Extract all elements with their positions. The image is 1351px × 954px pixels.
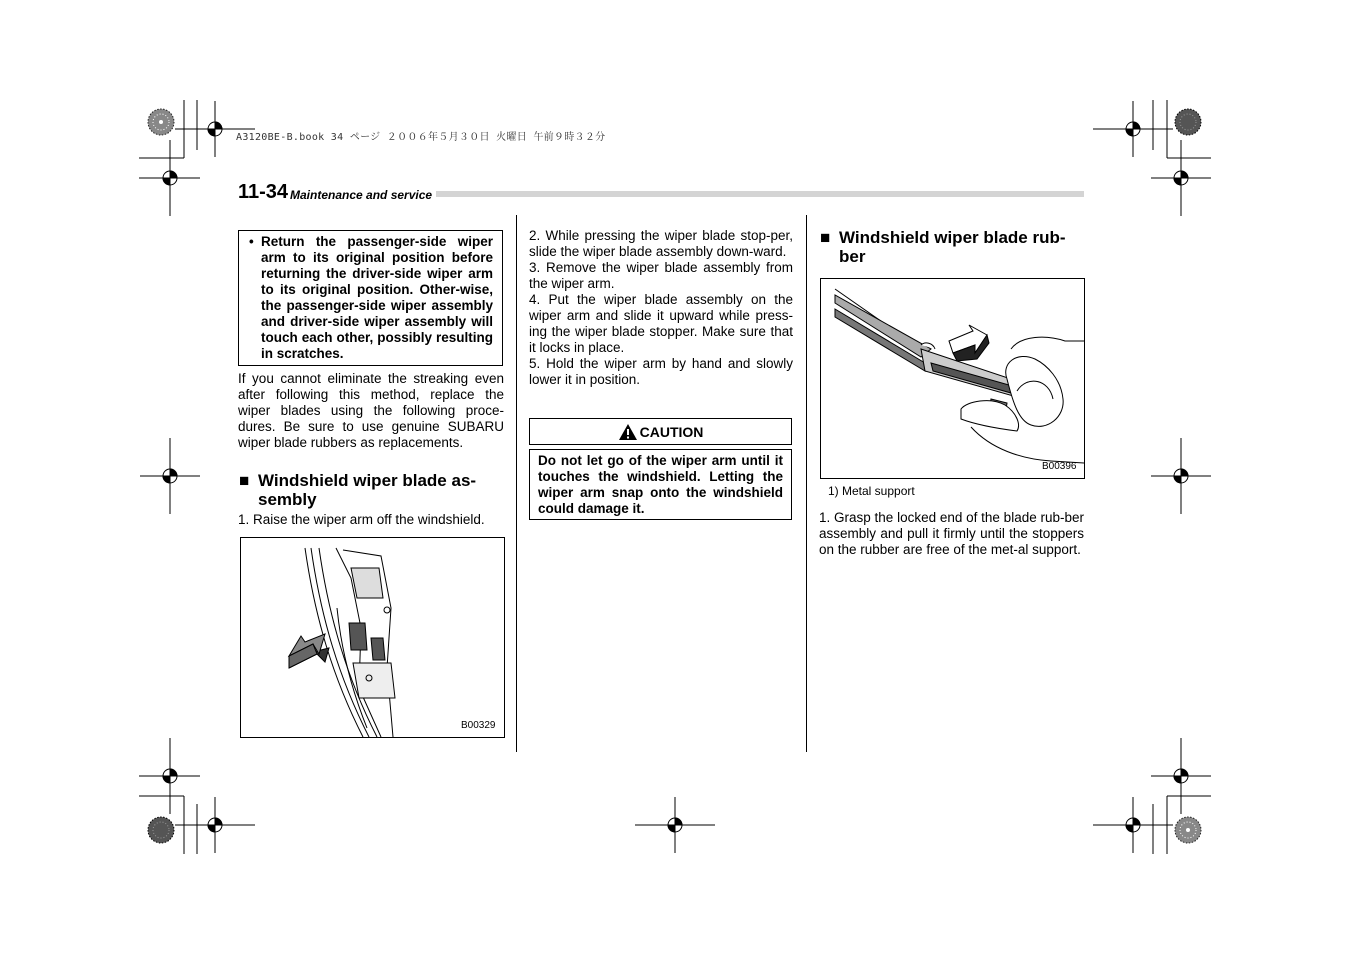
heading-blade-rubber (820, 228, 1086, 268)
figure-code: B00329 (461, 720, 496, 731)
col2-step-5: 5. Hold the wiper arm by hand and slowly lower it in position. (529, 356, 793, 387)
column-divider-2 (806, 215, 807, 752)
col2-step-2: 2. While pressing the wiper blade stop-per, slide the wiper blade assembly down-ward. (529, 228, 793, 259)
bullet-note-box (238, 230, 503, 366)
heading-text: Windshield wiper blade rub- ber (839, 228, 1066, 266)
page-number: 11-34 (238, 180, 292, 204)
heading-text: Windshield wiper blade as- sembly (258, 471, 477, 509)
caution-label: CAUTION (639, 423, 704, 440)
col2-step-3: 3. Remove the wiper blade assembly from the wiper arm. (529, 260, 793, 291)
section-title: Maintenance and service (290, 187, 436, 203)
col3-step-1: 1. Grasp the locked end of the blade rub-ber assembly and pull it firmly until the stoppers on the rubber are free of the met-al support. (819, 510, 1084, 557)
heading-marker: ■ (239, 471, 250, 490)
figure-blade-rubber (820, 278, 1085, 479)
figure-caption: 1) Metal support (828, 484, 915, 498)
col2-step-4: 4. Put the wiper blade assembly on the wiper arm and slide it upward while press-ing the wiper blade stopper. Make sure that it locks in place. (529, 292, 793, 355)
wiper-arm-illustration (241, 538, 504, 737)
heading-blade-assembly (239, 471, 505, 511)
figure-wiper-arm (240, 537, 505, 738)
caution-header (529, 418, 792, 445)
col1-step-1: 1. Raise the wiper arm off the windshield. (238, 512, 485, 527)
bullet-glyph: • (249, 234, 254, 249)
bullet-note-text: Return the passenger-side wiper arm to its original position before returning the driver-side wiper arm to its original position. Other-wise, the passenger-side wiper assembly and driver-side wiper assembly will touch each other, possibly resulting in scratches. (261, 234, 493, 361)
heading-marker: ■ (820, 228, 831, 247)
col2-steps (529, 228, 793, 388)
column-divider-1 (516, 215, 517, 752)
book-info-line: A3120BE-B.book 34 ページ ２００６年５月３０日 火曜日 午前９時３２分 (236, 132, 606, 143)
warning-triangle-icon (618, 423, 638, 441)
blade-rubber-illustration (821, 279, 1084, 478)
caution-text: Do not let go of the wiper arm until it touches the windshield. Letting the wiper arm snap onto the windshield could damage it. (529, 449, 792, 520)
streaking-paragraph: If you cannot eliminate the streaking even after following this method, replace the wiper blades using the following proce-dures. Be sure to use genuine SUBARU wiper blade rubbers as replacements. (238, 371, 504, 450)
figure-code: B00396 (1042, 461, 1077, 472)
